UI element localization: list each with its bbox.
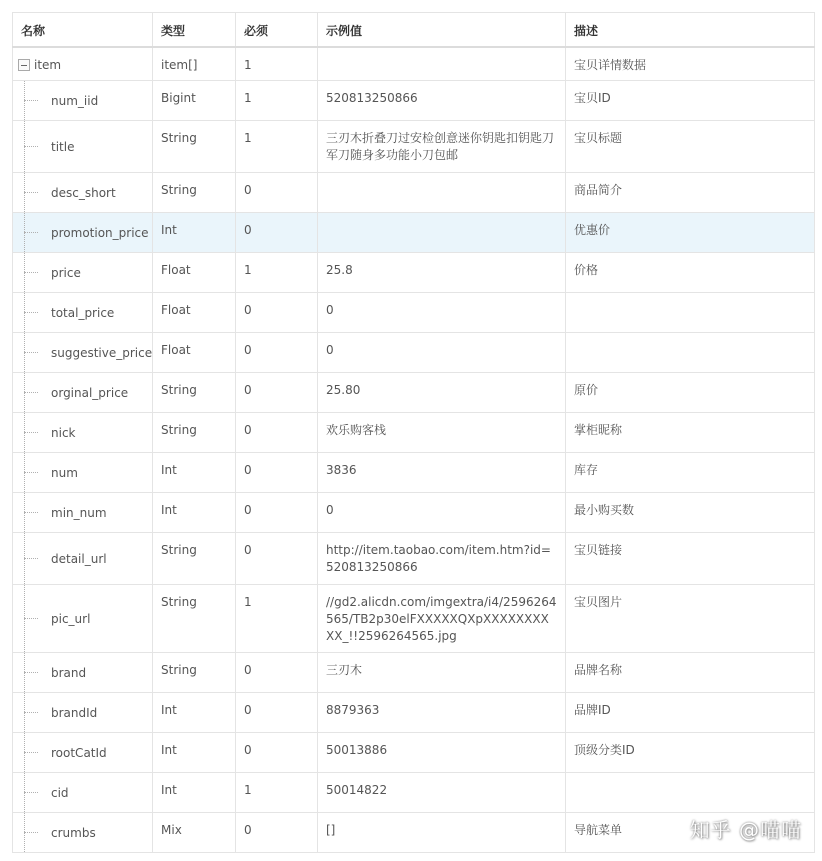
field-required: 0	[236, 532, 318, 584]
table-row	[13, 212, 815, 252]
watermark-text: 知乎 @喵喵	[689, 818, 802, 842]
field-example	[318, 212, 566, 252]
table-row	[13, 492, 815, 532]
field-example: 0	[318, 492, 566, 532]
field-description: 价格	[566, 252, 815, 292]
field-name: cid	[51, 786, 69, 800]
field-description: 品牌ID	[566, 692, 815, 732]
tree-connector-horizontal	[24, 312, 38, 313]
table-row	[13, 80, 815, 120]
field-name-cell	[13, 492, 153, 532]
field-name: total_price	[51, 306, 115, 320]
field-example: 50013886	[318, 732, 566, 772]
table-header	[13, 13, 815, 47]
field-name: num	[51, 466, 78, 480]
field-name: suggestive_price	[51, 346, 153, 360]
tree-connector-horizontal	[24, 232, 38, 233]
header-type: 类型	[153, 13, 236, 47]
field-name-cell	[13, 212, 153, 252]
field-name: nick	[51, 426, 76, 440]
field-type: String	[153, 412, 236, 452]
tree-connector-horizontal	[24, 272, 38, 273]
field-name: brand	[51, 666, 87, 680]
field-type: Int	[153, 772, 236, 812]
field-type: Int	[153, 212, 236, 252]
table-row	[13, 252, 815, 292]
table-row	[13, 332, 815, 372]
api-fields-table	[12, 12, 815, 853]
table-row	[13, 120, 815, 172]
field-description: 最小购买数	[566, 492, 815, 532]
table-row	[13, 172, 815, 212]
field-type: Int	[153, 692, 236, 732]
field-type: String	[153, 584, 236, 652]
field-type: Int	[153, 732, 236, 772]
field-description: 掌柜昵称	[566, 412, 815, 452]
field-required: 1	[236, 584, 318, 652]
field-description: 宝贝链接	[566, 532, 815, 584]
field-type: Int	[153, 492, 236, 532]
field-name-cell	[13, 532, 153, 584]
field-name-cell	[13, 252, 153, 292]
field-name: price	[51, 266, 81, 280]
field-description	[566, 292, 815, 332]
table-row	[13, 292, 815, 332]
field-example: 3836	[318, 452, 566, 492]
root-type: item[]	[153, 47, 236, 81]
field-name-cell	[13, 332, 153, 372]
field-description: 顶级分类ID	[566, 732, 815, 772]
field-required: 1	[236, 120, 318, 172]
field-type: String	[153, 652, 236, 692]
field-required: 1	[236, 80, 318, 120]
root-name-label: item	[34, 57, 62, 72]
tree-connector-horizontal	[24, 100, 38, 101]
header-row	[13, 13, 815, 47]
field-name-cell	[13, 372, 153, 412]
table-row-root	[13, 47, 815, 81]
tree-connector-horizontal	[24, 712, 38, 713]
field-type: Float	[153, 292, 236, 332]
field-description: 品牌名称	[566, 652, 815, 692]
field-required: 0	[236, 212, 318, 252]
field-example	[318, 172, 566, 212]
field-description: 宝贝ID	[566, 80, 815, 120]
table-row	[13, 772, 815, 812]
tree-connector-horizontal	[24, 512, 38, 513]
tree-connector-horizontal	[24, 558, 38, 559]
field-required: 0	[236, 292, 318, 332]
field-name-cell	[13, 732, 153, 772]
field-name: detail_url	[51, 552, 107, 566]
field-description: 库存	[566, 452, 815, 492]
table-row	[13, 372, 815, 412]
field-name: brandId	[51, 706, 98, 720]
field-example: 欢乐购客栈	[318, 412, 566, 452]
tree-connector-horizontal	[24, 472, 38, 473]
field-example: 25.80	[318, 372, 566, 412]
tree-connector-horizontal	[24, 792, 38, 793]
tree-connector-horizontal	[24, 352, 38, 353]
field-type: Int	[153, 452, 236, 492]
field-description: 原价	[566, 372, 815, 412]
field-required: 0	[236, 332, 318, 372]
field-name: desc_short	[51, 186, 116, 200]
field-name: pic_url	[51, 612, 91, 626]
field-example: 50014822	[318, 772, 566, 812]
field-name-cell	[13, 692, 153, 732]
field-type: Bigint	[153, 80, 236, 120]
field-type: Float	[153, 252, 236, 292]
field-type: Mix	[153, 812, 236, 852]
field-required: 0	[236, 812, 318, 852]
field-example: []	[318, 812, 566, 852]
tree-connector-horizontal	[24, 392, 38, 393]
field-required: 0	[236, 732, 318, 772]
table-row	[13, 452, 815, 492]
header-example: 示例值	[318, 13, 566, 47]
field-description: 导航菜单	[566, 812, 815, 852]
root-name-cell	[13, 47, 153, 81]
field-description: 优惠价	[566, 212, 815, 252]
tree-connector-horizontal	[24, 672, 38, 673]
field-required: 0	[236, 492, 318, 532]
collapse-minus-icon[interactable]	[18, 59, 30, 71]
table-row	[13, 412, 815, 452]
tree-connector-horizontal	[24, 146, 38, 147]
table-row	[13, 584, 815, 652]
tree-connector-horizontal	[24, 752, 38, 753]
header-required: 必须	[236, 13, 318, 47]
field-name-cell	[13, 812, 153, 852]
field-description	[566, 332, 815, 372]
field-name: promotion_price	[51, 226, 149, 240]
field-required: 0	[236, 412, 318, 452]
field-name: title	[51, 140, 75, 154]
tree-connector-horizontal	[24, 832, 38, 833]
field-type: String	[153, 172, 236, 212]
table-row	[13, 652, 815, 692]
field-name: min_num	[51, 506, 107, 520]
field-required: 1	[236, 772, 318, 812]
tree-connector-horizontal	[24, 192, 38, 193]
table-row	[13, 732, 815, 772]
field-description: 商品简介	[566, 172, 815, 212]
field-name-cell	[13, 772, 153, 812]
field-name-cell	[13, 292, 153, 332]
field-example: 8879363	[318, 692, 566, 732]
field-name-cell	[13, 80, 153, 120]
field-name-cell	[13, 412, 153, 452]
field-required: 0	[236, 652, 318, 692]
field-description: 宝贝图片	[566, 584, 815, 652]
field-name-cell	[13, 584, 153, 652]
field-required: 0	[236, 452, 318, 492]
field-type: Float	[153, 332, 236, 372]
field-name: orginal_price	[51, 386, 129, 400]
table-row	[13, 532, 815, 584]
field-name: crumbs	[51, 826, 96, 840]
field-name: num_iid	[51, 94, 99, 108]
field-example: 三刃木折叠刀过安检创意迷你钥匙扣钥匙刀军刀随身多功能小刀包邮	[318, 120, 566, 172]
field-name-cell	[13, 172, 153, 212]
field-example: 三刃木	[318, 652, 566, 692]
field-name: rootCatId	[51, 746, 107, 760]
tree-connector-horizontal	[24, 618, 38, 619]
header-name: 名称	[13, 13, 153, 47]
field-example: http://item.taobao.com/item.htm?id=520813250866	[318, 532, 566, 584]
field-description: 宝贝标题	[566, 120, 815, 172]
root-description: 宝贝详情数据	[566, 47, 815, 81]
field-required: 0	[236, 692, 318, 732]
field-required: 1	[236, 252, 318, 292]
header-description: 描述	[566, 13, 815, 47]
field-example: //gd2.alicdn.com/imgextra/i4/2596264565/TB2p30elFXXXXXQXpXXXXXXXXXX_!!2596264565.jpg	[318, 584, 566, 652]
field-type: String	[153, 532, 236, 584]
field-example: 25.8	[318, 252, 566, 292]
field-example: 0	[318, 292, 566, 332]
field-description	[566, 772, 815, 812]
tree-connector-horizontal	[24, 432, 38, 433]
field-example: 0	[318, 332, 566, 372]
table-body	[13, 47, 815, 853]
field-name-cell	[13, 120, 153, 172]
table-row	[13, 692, 815, 732]
field-example: 520813250866	[318, 80, 566, 120]
root-example	[318, 47, 566, 81]
field-type: String	[153, 372, 236, 412]
field-name-cell	[13, 652, 153, 692]
field-required: 0	[236, 372, 318, 412]
field-name-cell	[13, 452, 153, 492]
field-required: 0	[236, 172, 318, 212]
field-type: String	[153, 120, 236, 172]
root-required: 1	[236, 47, 318, 81]
